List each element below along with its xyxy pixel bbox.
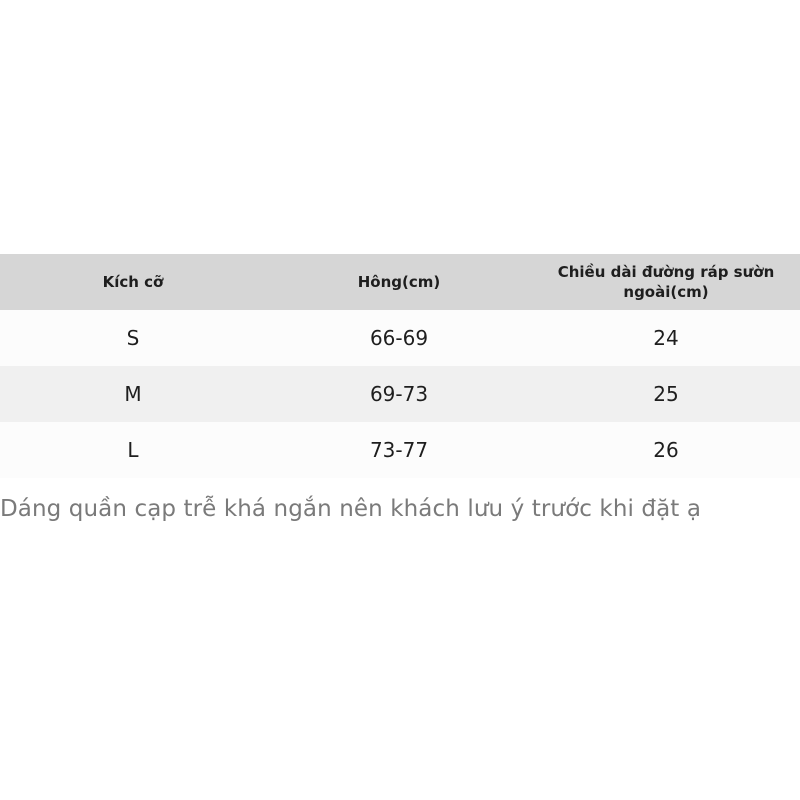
fit-note: Dáng quần cạp trễ khá ngắn nên khách lưu ý trước khi đặt ạ <box>0 496 702 522</box>
table-row <box>0 310 800 366</box>
size-table <box>0 254 800 478</box>
cell-outseam: 26 <box>653 438 679 462</box>
cell-outseam: 25 <box>653 382 679 406</box>
cell-size: S <box>126 326 140 350</box>
cell-hip: 66-69 <box>369 326 429 350</box>
cell-outseam: 24 <box>653 326 679 350</box>
table-row <box>0 422 800 478</box>
header-outseam: Chiều dài đường ráp sườn ngoài(cm) <box>557 263 775 301</box>
header-hip: Hông(cm) <box>357 273 441 291</box>
cell-hip: 69-73 <box>369 382 429 406</box>
cell-hip: 73-77 <box>369 438 429 462</box>
cell-size: L <box>127 438 139 462</box>
table-header-row <box>0 254 800 310</box>
header-size: Kích cỡ <box>102 273 164 291</box>
cell-size: M <box>124 382 142 406</box>
table-row <box>0 366 800 422</box>
